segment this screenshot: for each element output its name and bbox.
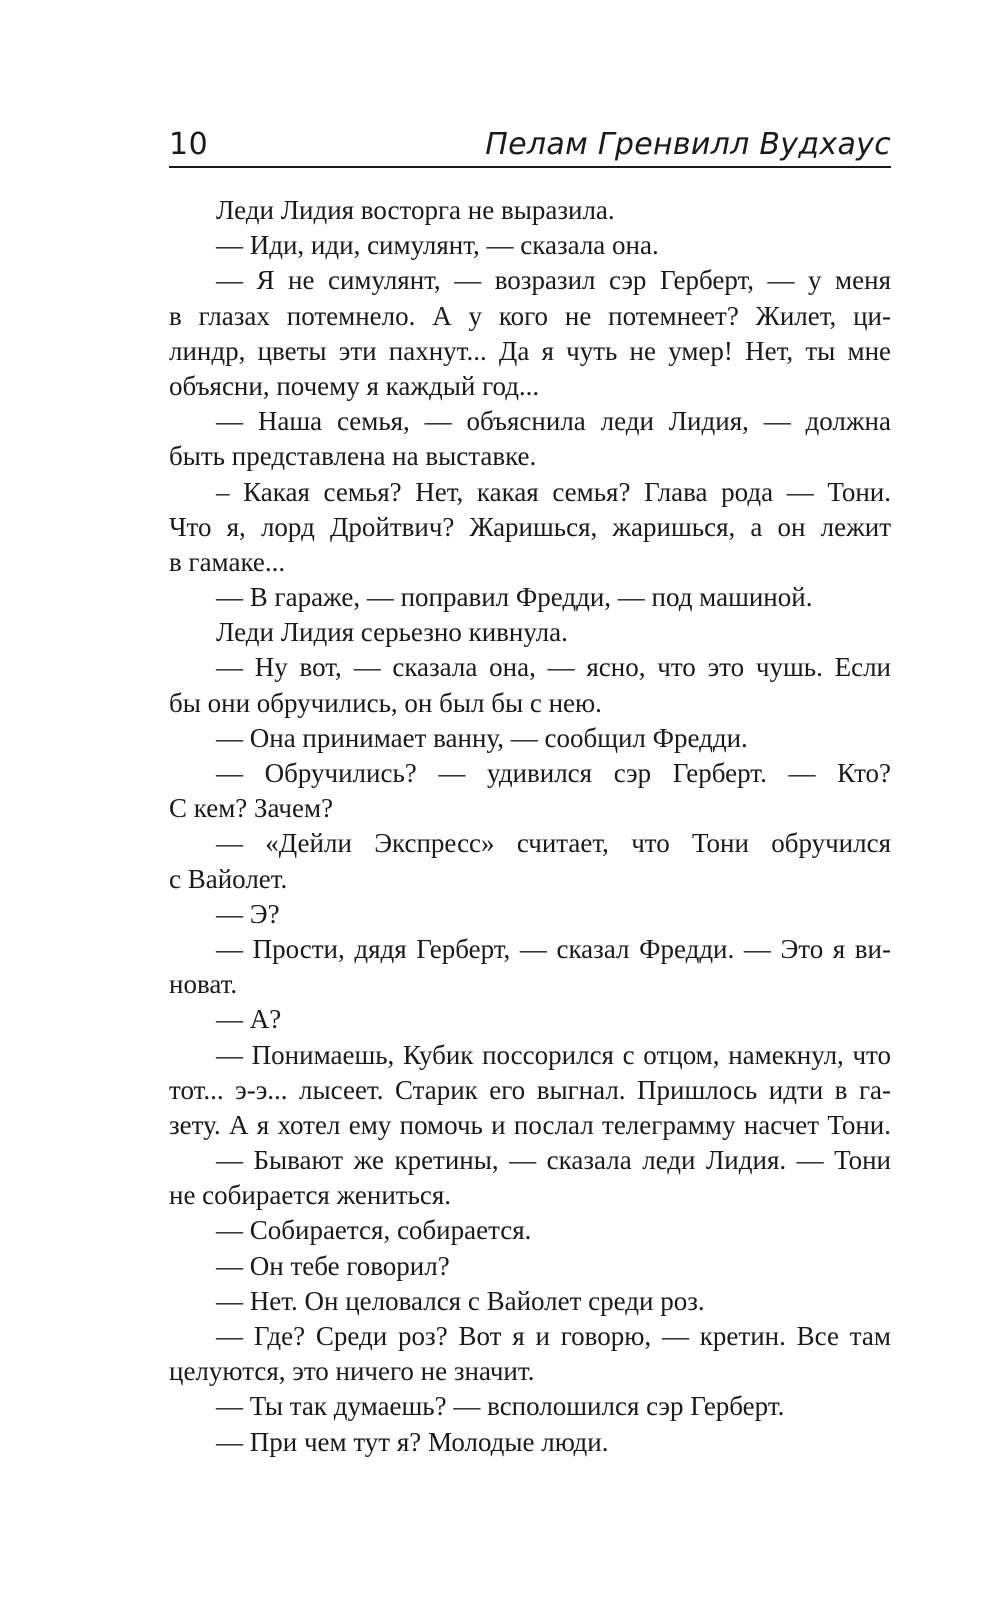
text-line: — Понимаешь, Кубик поссорился с отцом, намекнул, что [216, 1039, 891, 1070]
text-line: — Прости, дядя Герберт, — сказал Фредди. — Это я ви- [216, 933, 891, 964]
text-line: — Я не симулянт, — возразил сэр Герберт, — у меня [216, 265, 891, 296]
book-author: Пелам Гренвилл Вудхаус [485, 127, 891, 162]
text-line: Леди Лидия восторга не выразила. [216, 195, 615, 225]
text-line: бы они обручились, он был бы с нею. [169, 687, 602, 718]
text-line: — Она принимает ванну, — сообщил Фредди. [216, 722, 748, 753]
text-line: линдр, цветы эти пахнут... Да я чуть не умер! Нет, ты мне [169, 335, 891, 366]
text-line: тот... э-э... лысеет. Старик его выгнал. Пришлось идти в га- [169, 1074, 891, 1105]
text-line: в глазах потемнело. А у кого не потемнеет? Жилет, ци- [169, 300, 891, 331]
text-line: — «Дейли Экспресс» считает, что Тони обручился [216, 828, 891, 859]
text-line: — Бывают же кретины, — сказала леди Лидия. — Тони [216, 1145, 891, 1176]
text-line: с Вайолет. [169, 863, 288, 894]
text-line: — Где? Среди роз? Вот я и говорю, — кретин. Все там [216, 1321, 891, 1351]
text-line: — Ну вот, — сказала она, — ясно, что это чушь. Если [216, 652, 891, 683]
text-line: Леди Лидия серьезно кивнула. [216, 617, 568, 648]
text-line: – Какая семья? Нет, какая семья? Глава рода — Тони. [216, 476, 891, 507]
text-line: — Ты так думаешь? — всполошился сэр Герберт. [216, 1391, 785, 1422]
text-line: объясни, почему я каждый год... [169, 370, 540, 401]
text-line: быть представлена на выставке. [169, 441, 537, 472]
text-line: — Э? [216, 898, 280, 929]
text-line: не собирается жениться. [169, 1180, 452, 1211]
text-line: — При чем тут я? Молодые люди. [216, 1426, 609, 1457]
text-line: зету. А я хотел ему помочь и послал телеграмму насчет Тони. [169, 1109, 891, 1140]
text-line: — Иди, иди, симулянт, — сказала она. [216, 230, 659, 261]
text-line: — Наша семья, — объяснила леди Лидия, — должна [216, 406, 891, 437]
text-line: Что я, лорд Дройтвич? Жаришься, жаришься, а он лежит [169, 511, 891, 542]
body-text [169, 193, 891, 1460]
text-line: — Собирается, собирается. [216, 1215, 532, 1246]
text-line: — Он тебе говорил? [216, 1250, 450, 1281]
text-line: в гамаке... [169, 546, 286, 577]
running-head [169, 122, 891, 168]
text-line: целуются, это ничего не значит. [169, 1356, 535, 1387]
text-line: — Нет. Он целовался с Вайолет среди роз. [216, 1285, 705, 1316]
text-line: — В гараже, — поправил Фредди, — под машиной. [216, 582, 813, 613]
text-line: С кем? Зачем? [169, 793, 334, 824]
text-line: — А? [216, 1004, 282, 1035]
text-line: новат. [169, 969, 238, 1000]
text-line: — Обручились? — удивился сэр Герберт. — Кто? [216, 758, 891, 788]
page-number: 10 [169, 127, 209, 162]
